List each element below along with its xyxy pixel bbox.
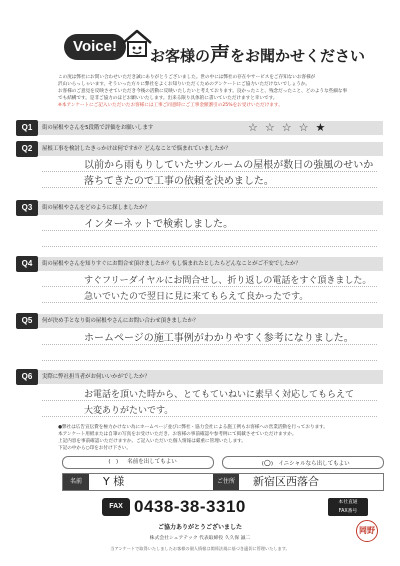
header <box>0 0 400 70</box>
address-value[interactable]: 新宿区西落合 <box>253 475 319 488</box>
fax-icon: FAX <box>102 498 130 516</box>
question-4 <box>18 257 383 271</box>
fax-number: 0438-38-3310 <box>134 497 246 516</box>
notice-text: ※本アンケートにご記入いただいたお客様には工事ご同意時にご工事金額割引の25%をお受けいただけます。 <box>58 103 283 108</box>
answer-line: 落ちてきたので工事の依頼を決めました。 <box>84 176 274 187</box>
question-6 <box>18 370 383 384</box>
privacy-note: 当アンケートで取得いたしましたお客様の個人情報は関係法規に基づき適切に管理いたします。 <box>110 546 290 551</box>
fax-section <box>102 496 378 518</box>
answer-line: 大変ありがたいです。 <box>84 406 174 416</box>
question-text: 屋根工事を検討したきっかけは何ですか？どんなことで悩まれていましたか？ <box>42 146 231 152</box>
answer-5[interactable] <box>18 330 383 366</box>
name-section <box>62 456 384 492</box>
fax-tag: 本社直通 FAX番号 <box>328 498 368 516</box>
answer-3[interactable] <box>18 217 383 253</box>
house-icon <box>120 26 154 60</box>
answer-line: すぐフリーダイヤルにお問合せし、折り返しの電話をすぐ頂きました。 <box>84 276 372 286</box>
question-badge: Q5 <box>16 313 38 329</box>
question-badge: Q6 <box>16 369 38 385</box>
seal-stamp: 岡野 <box>356 520 378 542</box>
question-badge: Q1 <box>16 120 38 136</box>
address-label: ご住所 <box>213 474 239 490</box>
question-text: 実際に弊社担当者がお伺いいかがでしたか？ <box>42 374 150 380</box>
star-icon: ☆ <box>298 121 316 134</box>
option-name-ok[interactable]: ( ) 名前を出してもよい <box>62 456 214 469</box>
answer-line: ホームページの施工事例がわかりやすく参考になりました。 <box>84 333 354 344</box>
answer-line: 急いでいたので翌日に見に来てもらえて良かったです。 <box>84 292 309 302</box>
page-title: お客様の声をお聞かせください <box>150 42 366 66</box>
star-icon: ☆ <box>248 121 265 134</box>
star-icon: ☆ <box>264 121 282 134</box>
answer-2[interactable] <box>18 158 383 198</box>
publication-note: ●弊社は広告宣伝費を極力かけない為にホームページ並びに弊社・協力会社による施工例もお客様への営業活動を行っております。 本アンケート用紙または自筆の写真をお受けいただき、お客様の事前確認や参考例にて掲載させていただけますか。 上記内容を事前確認いただけますか。ご記入いただいた個人情報は厳重に管理いたします。 下記の中から○印をお付け下さい。 <box>58 425 328 451</box>
question-badge: Q2 <box>16 141 38 157</box>
answer-4[interactable] <box>18 272 383 312</box>
answer-line: 以前から雨もりしていたサンルームの屋根が数日の強風のせいか <box>84 160 374 171</box>
question-3 <box>18 201 383 215</box>
question-badge: Q4 <box>16 256 38 272</box>
answer-line: お電話を頂いた時から、とてもていねいに素早く対応してもらえて <box>84 390 355 400</box>
question-5 <box>18 314 383 328</box>
answer-6[interactable] <box>18 386 383 426</box>
voice-logo: Voice! <box>64 34 126 60</box>
question-text: 何が決め手となり街の屋根やさんにお問い合わせ頂きましたか？ <box>42 318 199 324</box>
question-2 <box>18 142 383 156</box>
company-name: 株式会社シェアテック 代表取締役 久久保 誠二 <box>149 536 251 541</box>
question-badge: Q3 <box>16 200 38 216</box>
question-1 <box>18 121 383 135</box>
star-icon-selected: ★ <box>315 121 333 134</box>
name-label: 名前 <box>63 474 89 490</box>
name-value[interactable]: Y 様 <box>103 475 125 488</box>
thanks-text: ご協力ありがとうございました <box>157 524 242 531</box>
intro-text: この度は弊社にお問い合わせいただき誠にありがとうございました。世の中には弊社の存在やサービスをご存知ないお客様が 沢山いらっしゃいます。そういった方々に弊社をよくお知りいただくためのアンケートにご協力いただけないでしょうか。 お客様のご意見を反映させていただき今後の活動に反映いたしたいと考えております。良かったこと、残念だったこと、どのような些細な事 でも結構です。是非ご協力のほどお願いいたします。出来る限り具体的に書いていただけますと幸いです。 ※本アンケートにご記入いただいたお客様には工事ご同意時にご工事金額割引の25%をお受けいただけます。 <box>58 74 376 109</box>
star-icon: ☆ <box>281 121 299 134</box>
option-initial-ok[interactable]: (○) イニシャルなら出してもよい <box>222 456 384 469</box>
question-text: 街の屋根やさんを5段階で評価をお願いします <box>42 125 154 131</box>
rating-stars[interactable] <box>248 122 332 134</box>
answer-line: インターネットで検索しました。 <box>84 219 234 230</box>
question-text: 街の屋根やさんを知りすぐにお問合せ頂けましたか？もし悩まれたとしたらどんなことがご不安でしたか？ <box>42 261 301 267</box>
question-text: 街の屋根やさんをどのように探しましたか？ <box>42 205 150 211</box>
